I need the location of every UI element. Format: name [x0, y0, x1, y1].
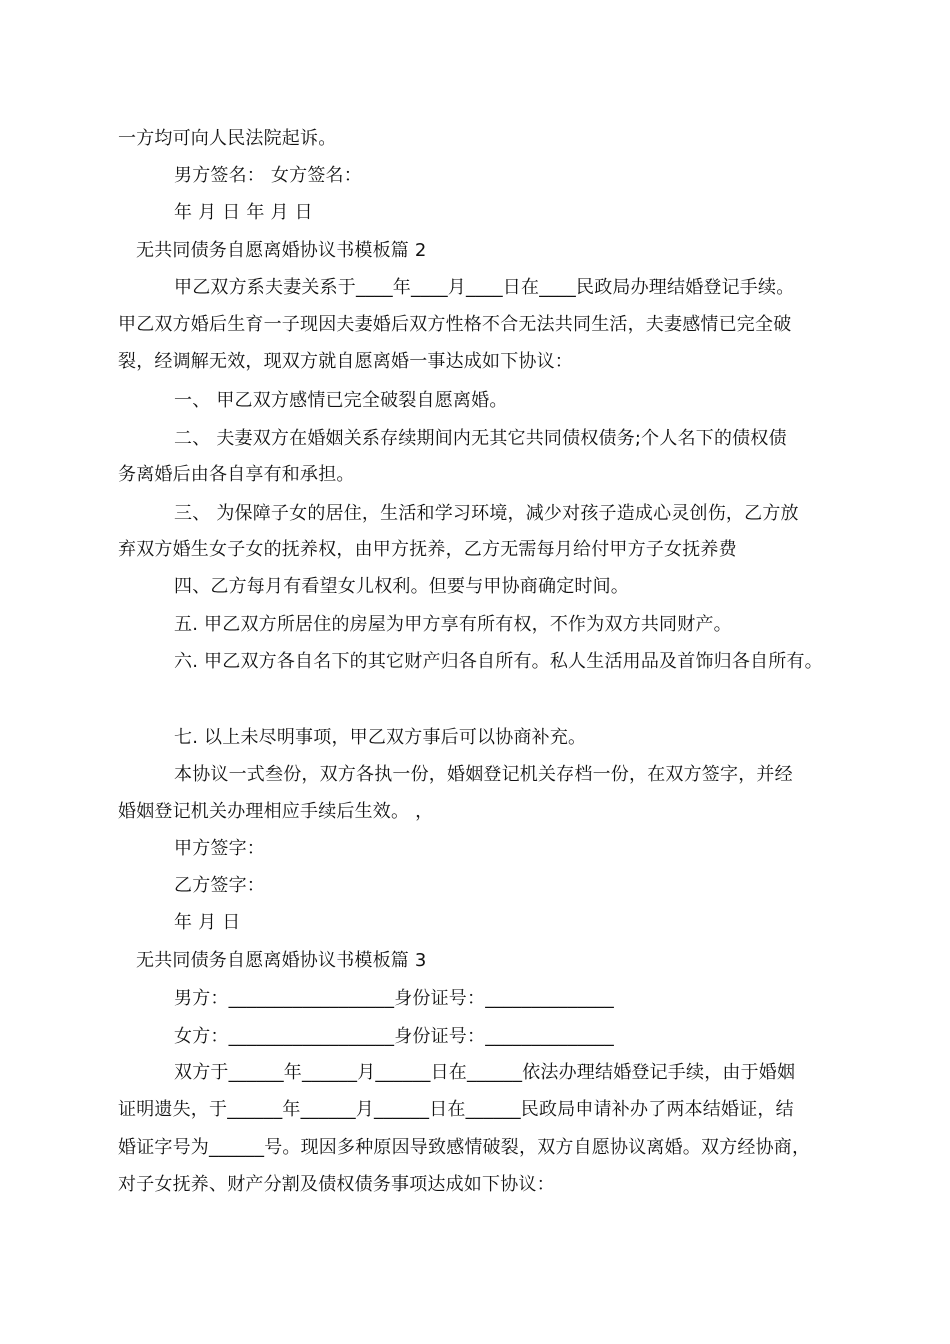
text-line: 一方均可向人民法院起诉。: [118, 128, 337, 149]
text-line: 甲乙双方系夫妻关系于____年____月____日在____民政局办理结婚登记手续。: [174, 277, 795, 298]
date-line: 年 月 日: [174, 912, 241, 933]
clause-line: 五. 甲乙双方所居住的房屋为甲方享有所有权，不作为双方共同财产。: [174, 614, 732, 635]
text-line: 务离婚后由各自享有和承担。: [118, 464, 355, 485]
section-heading: 无共同债务自愿离婚协议书模板篇 3: [136, 950, 427, 971]
section-heading: 无共同债务自愿离婚协议书模板篇 2: [136, 240, 427, 261]
clause-line: 三、 为保障子女的居住，生活和学习环境，减少对孩子造成心灵创伤，乙方放: [174, 503, 799, 524]
text-line: 证明遗失，于______年______月______日在______民政局申请补办了两本结婚证，结: [118, 1099, 794, 1120]
text-line: 弃双方婚生女子女的抚养权，由甲方抚养，乙方无需每月给付甲方子女抚养费: [118, 539, 737, 560]
form-line: 男方：__________________身份证号：______________: [174, 988, 614, 1009]
date-line: 年 月 日 年 月 日: [174, 202, 313, 223]
text-line: 本协议一式叁份，双方各执一份，婚姻登记机关存档一份，在双方签字，并经: [174, 764, 793, 785]
text-line: 裂，经调解无效，现双方就自愿离婚一事达成如下协议：: [118, 351, 573, 372]
signature-line: 男方签名： 女方签名：: [174, 165, 362, 186]
text-line: 双方于______年______月______日在______依法办理结婚登记手续，由于婚姻: [174, 1062, 796, 1083]
signature-line: 甲方签字：: [174, 838, 265, 859]
clause-line: 二、 夫妻双方在婚姻关系存续期间内无其它共同债权债务;个人名下的债权债: [174, 428, 787, 449]
clause-line: 四、乙方每月有看望女儿权利。但要与甲协商确定时间。: [174, 576, 629, 597]
text-line: 对子女抚养、财产分割及债权债务事项达成如下协议：: [118, 1174, 555, 1195]
form-line: 女方：__________________身份证号：______________: [174, 1026, 614, 1047]
clause-line: 七. 以上未尽明事项，甲乙双方事后可以协商补充。: [174, 727, 587, 748]
text-line: 甲乙双方婚后生育一子现因夫妻婚后双方性格不合无法共同生活，夫妻感情已完全破: [118, 314, 792, 335]
signature-line: 乙方签字：: [174, 875, 265, 896]
text-line: 婚姻登记机关办理相应手续后生效。 ，: [118, 801, 434, 822]
text-line: 婚证字号为______号。现因多种原因导致感情破裂，双方自愿协议离婚。双方经协商，: [118, 1137, 811, 1158]
clause-line: 一、 甲乙双方感情已完全破裂自愿离婚。: [174, 390, 508, 411]
clause-line: 六. 甲乙双方各自名下的其它财产归各自所有。私人生活用品及首饰归各自所有。: [174, 651, 823, 672]
